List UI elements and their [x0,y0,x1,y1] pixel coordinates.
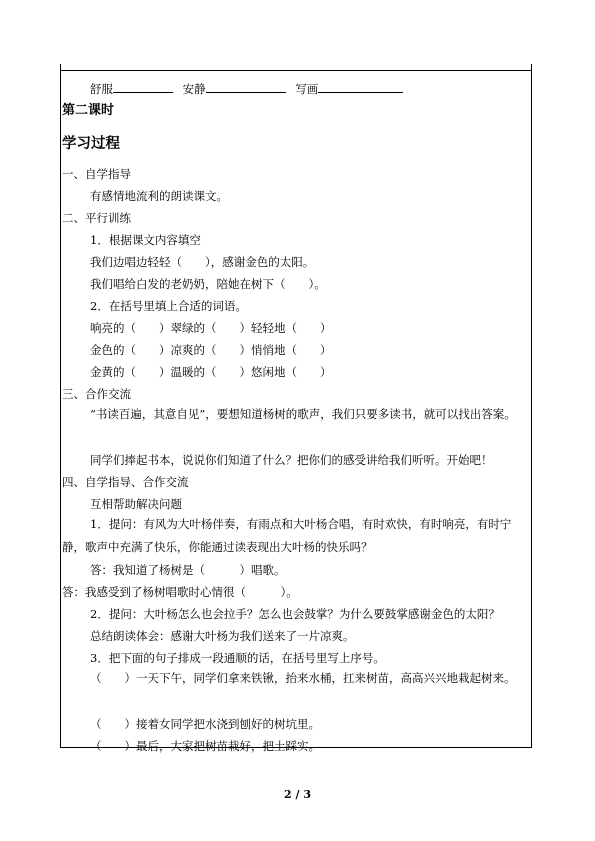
page-number: 2 / 3 [284,788,311,801]
section-2-q1: 1．根据课文内容填空 [90,233,201,247]
section-3-heading: 三、合作交流 [62,387,131,401]
lesson-title: 第二课时 [62,103,115,118]
fill-word-2: 安静 [182,82,206,96]
word-row-3: 金黄的（ ）温暖的（ ）悠闲地（ ） [90,365,332,379]
section-4-heading: 四、自学指导、合作交流 [62,475,189,489]
fill-blank-3 [318,80,403,93]
section-2-q1b: 我们唱给白发的老奶奶，陪她在树下（ ）。 [90,277,326,291]
section-4-answer-2: 答：我感受到了杨树唱歌时心情很（ ）。 [62,585,298,599]
section-4-question-3: 3．把下面的句子排成一段通顺的话，在括号里写上序号。 [90,651,385,665]
fill-blank-2 [206,80,286,93]
word-row-1: 响亮的（ ）翠绿的（ ）轻轻地（ ） [90,321,332,335]
section-4-question-2: 2．提问：大叶杨怎么也会拉手？怎么也会鼓掌？为什么要鼓掌感谢金色的太阳？ [90,607,500,621]
section-4-summary: 总结朗读体会：感谢大叶杨为我们送来了一片凉爽。 [90,629,355,643]
section-2-q1a: 我们边唱边轻轻（ ），感谢金色的太阳。 [90,255,315,269]
word-row-2: 金色的（ ）凉爽的（ ）悄悄地（ ） [90,343,332,357]
section-2-heading: 二、平行训练 [62,211,131,225]
section-3-paragraph-1: “书读百遍，其意自见”，要想知道杨树的歌声，我们只要多读书，就可以找出答案。 [90,407,516,421]
order-sentence-1: （ ）一天下午，同学们拿来铁锹，抬来水桶，扛来树苗，高高兴兴地栽起树来。 [90,671,516,685]
fill-row [90,80,403,97]
section-3-paragraph-2: 同学们捧起书本，说说你们知道了什么？把你们的感受讲给我们听听。开始吧！ [90,453,493,467]
fill-blank-1 [113,80,173,93]
order-sentence-2: （ ）接着女同学把水浇到刨好的树坑里。 [90,717,320,731]
order-sentence-3: （ ）最后，大家把树苗栽好，把土踩实。 [90,739,320,753]
section-1-text: 有感情地流利的朗读课文。 [90,189,228,203]
section-1-heading: 一、自学指导 [62,167,131,181]
section-4-intro: 互相帮助解决问题 [90,497,182,511]
section-4-question-1: 1．提问：有风为大叶杨伴奏，有雨点和大叶杨合唱，有时欢快，有时响亮，有时宁静，歌声中充满了快乐，你能通过读表现出大叶杨的快乐吗？ [62,517,512,554]
fill-word-3: 写画 [295,82,319,96]
section-2-q2: 2．在括号里填上合适的词语。 [90,299,247,313]
process-title: 学习过程 [62,135,120,152]
fill-word-1: 舒服 [90,82,113,96]
section-4-answer-1: 答：我知道了杨树是（ ）唱歌。 [90,563,286,577]
